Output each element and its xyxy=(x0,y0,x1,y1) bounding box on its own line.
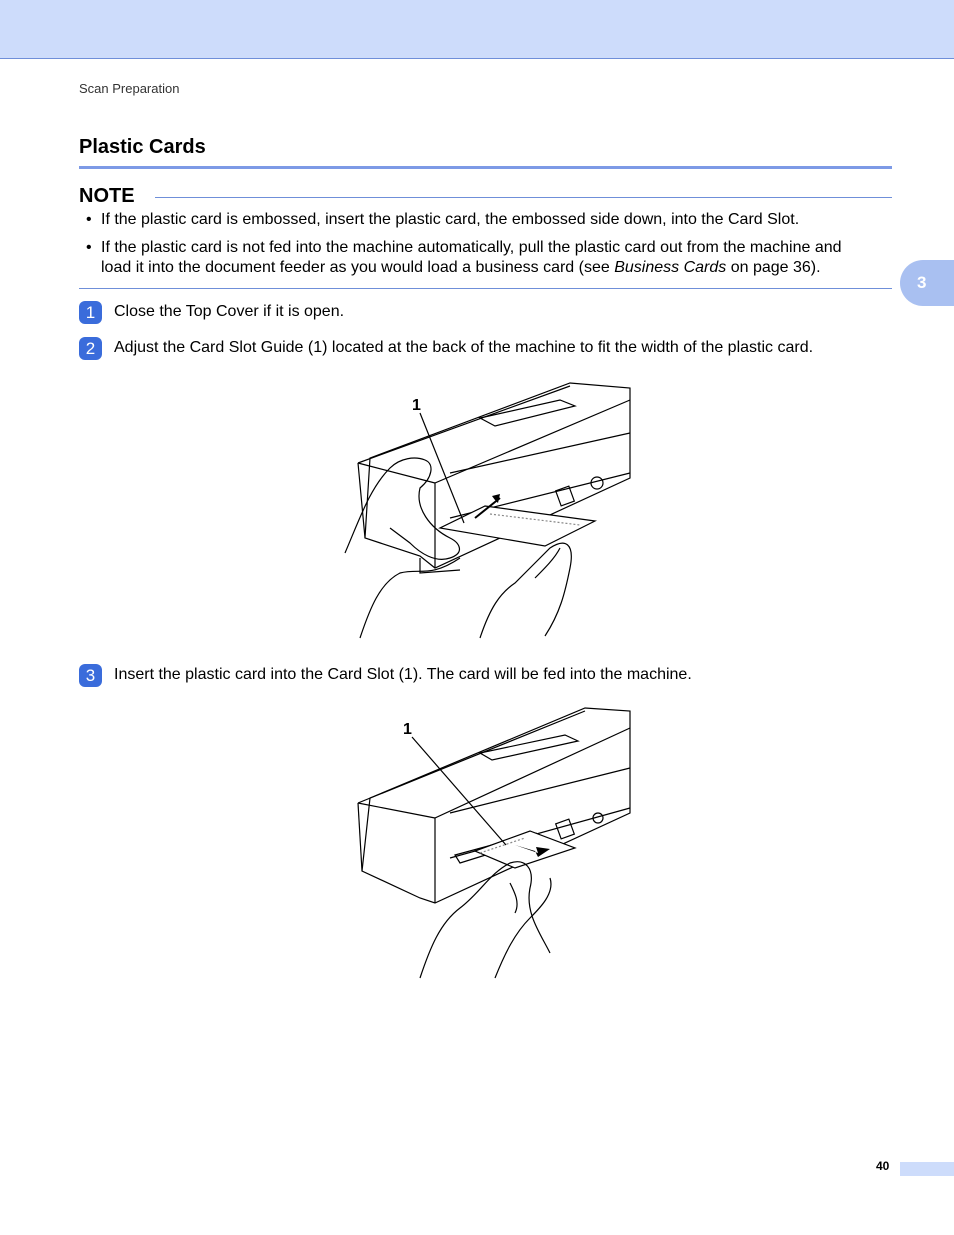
footer-band xyxy=(900,1162,954,1176)
note-item xyxy=(86,238,892,278)
note-item-text: If the plastic card is embossed, insert the plastic card, the embossed side down, into the Card Slot. xyxy=(101,211,800,228)
note-item-line1: If the plastic card is not fed into the machine automatically, pull the plastic card out from the machine and xyxy=(101,239,842,256)
header-band xyxy=(0,0,954,59)
note-label: NOTE xyxy=(79,185,135,207)
note-item xyxy=(86,210,892,230)
section-title: Plastic Cards xyxy=(79,136,206,158)
bullet-icon: • xyxy=(86,211,92,228)
step-number-badge: 3 xyxy=(79,664,102,687)
title-rule xyxy=(79,166,892,169)
note-rule-bottom xyxy=(79,288,892,289)
callout-label: 1 xyxy=(412,397,421,414)
step-text: Close the Top Cover if it is open. xyxy=(114,303,345,320)
step-number-badge: 1 xyxy=(79,301,102,324)
note-item-line2-before: load it into the document feeder as you would load a business card (see xyxy=(101,259,615,276)
chapter-tab[interactable]: 3 xyxy=(900,260,954,306)
running-head: Scan Preparation xyxy=(79,81,180,96)
step-text: Insert the plastic card into the Card Slot (1). The card will be fed into the machine. xyxy=(114,666,692,683)
note-item-line2-after: on page 36). xyxy=(726,259,821,276)
figure-adjust-card-slot-guide xyxy=(340,378,640,640)
bullet-icon: • xyxy=(86,239,92,256)
step-number-badge: 2 xyxy=(79,337,102,360)
note-rule-top xyxy=(155,197,892,198)
step-text: Adjust the Card Slot Guide (1) located at the back of the machine to fit the width of the plastic card. xyxy=(114,339,814,356)
figure-insert-plastic-card xyxy=(340,703,640,983)
cross-reference-link[interactable]: Business Cards xyxy=(614,259,727,276)
callout-label: 1 xyxy=(403,721,412,738)
note-list xyxy=(86,210,892,286)
page-number: 40 xyxy=(876,1159,890,1173)
